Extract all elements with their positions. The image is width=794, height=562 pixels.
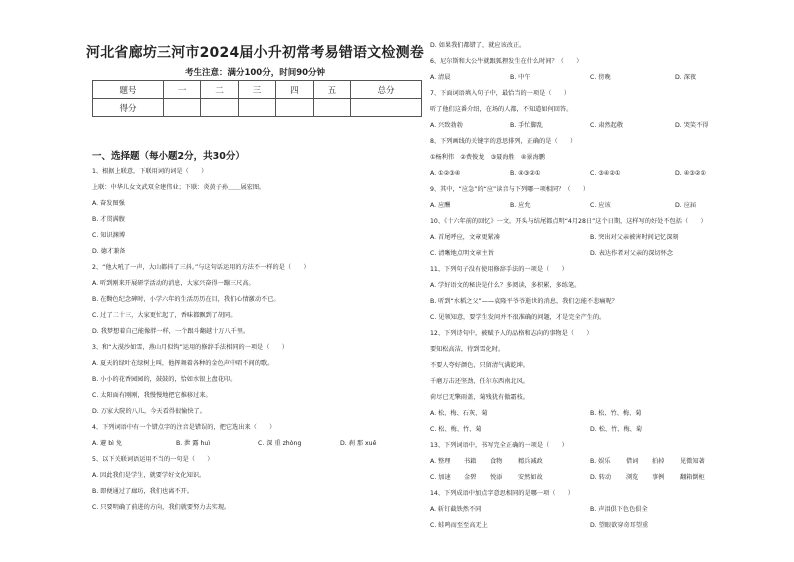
poem-line: 千磨万击还坚劲，任尔东西南北风。 xyxy=(430,378,529,385)
score-input-cell[interactable] xyxy=(313,99,350,117)
page-title: 河北省廊坊三河市2024届小升初常考易错语文检测卷 xyxy=(86,45,424,61)
option-word: 事例 xyxy=(652,474,665,481)
poem-line: 不要人夸好颜色，只留清气满乾坤。 xyxy=(430,362,529,369)
option-word: B. 娱乐 xyxy=(590,458,611,465)
score-input-cell[interactable] xyxy=(201,99,238,117)
option-line: A. 避 bì 免 xyxy=(92,440,123,447)
question-line: 2、“他大吼了一声，大山都抖了三抖。”与这句话运用的方法不一样的是（ ） xyxy=(92,264,310,271)
table-cell: 一 xyxy=(163,81,200,99)
table-cell: 五 xyxy=(313,81,350,99)
option-line: D. 刹 那 xuě xyxy=(340,440,377,447)
option-line: A. ①②③④ xyxy=(430,170,461,177)
option-line: C. 蛙鸣而至至高无上 xyxy=(430,522,488,529)
option-word: 浏览 xyxy=(626,474,639,481)
table-cell: 得分 xyxy=(93,99,164,117)
option-line: D. ④③②① xyxy=(675,170,706,177)
question-line: 13、下列词语中，书写完全正确的一项是（ ） xyxy=(430,442,568,449)
option-line: C. 深 重 zhòng xyxy=(258,440,302,447)
option-line: B. 松、竹、梅、菊 xyxy=(590,410,642,417)
option-line: B. 中午 xyxy=(510,74,531,81)
option-line: A. 学好语文的秘诀是什么？多阅读，多积累，多练笔。 xyxy=(430,282,581,289)
option-line: B. 才贯满腹 xyxy=(92,216,125,223)
option-line: C. 应该 xyxy=(590,202,611,209)
option-line: D. 应届 xyxy=(675,202,697,209)
option-word: 悦添 xyxy=(490,474,503,481)
option-word: C. 加速 xyxy=(430,474,451,481)
table-cell: 四 xyxy=(276,81,313,99)
option-word: 食物 xyxy=(490,458,503,465)
option-line: D. 哭笑不得 xyxy=(675,122,709,129)
section-heading: 一、选择题（每小题2分，共30分） xyxy=(92,151,245,162)
option-line: B. ④③②① xyxy=(510,170,541,177)
option-line: C. 过了二十三，大家更忙起了，香味都飘到了胡同。 xyxy=(92,312,237,319)
option-word: 书籍 xyxy=(464,458,477,465)
question-line: 听了他们这番介绍，在场的人都，不知道如何回答。 xyxy=(430,106,573,113)
option-word: 金碧 xyxy=(464,474,477,481)
option-line: D. 松、竹、梅、菊 xyxy=(590,426,643,433)
question-line: 12、下列诗句中，被赋予人的品格和志向的事物是（ ） xyxy=(430,330,593,337)
option-line: A. 首尾呼应，文章更紧凑 xyxy=(430,234,500,241)
option-line: B. 小小的花香园园的，鼓鼓的，恰如水银上盘花印。 xyxy=(92,376,237,383)
option-line: C. 清晰地点明文章主旨 xyxy=(430,250,494,257)
option-line: C. 只要明确了前进的方向，我们就要努力去实现。 xyxy=(92,504,231,511)
option-line: D. 万家大院的八儿，今天看得很愉快了。 xyxy=(92,408,206,415)
option-line: B. 应允 xyxy=(510,202,531,209)
option-line: B. 听到“水稻之父”——袁隆平爷爷逝世的消息，我们怎能不悲痛呢？ xyxy=(430,298,618,305)
option-line: A. 听到刚来开展研学活动的消息，大家兴奋得一蹦三尺高。 xyxy=(92,280,255,287)
option-word: D. 转动 xyxy=(590,474,612,481)
option-word: 精兵减政 xyxy=(518,458,543,465)
left-column xyxy=(86,0,424,562)
option-word: 见微知著 xyxy=(680,458,705,465)
score-table-header-row xyxy=(93,81,422,99)
option-word: A. 整理 xyxy=(430,458,451,465)
option-line: D. 望眼欲穿奇耳望重 xyxy=(590,522,649,529)
option-line: D. 表达作者对父亲的深切怀念 xyxy=(590,250,673,257)
question-line: 上联：中华儿女文武双全建伟业；下联：炎黄子孙＿＿展宏图。 xyxy=(92,184,266,191)
right-column xyxy=(430,0,750,562)
table-cell: 三 xyxy=(238,81,275,99)
question-line: 9、其中，“应急”的“应”读音与下列哪一项相同？（ ） xyxy=(430,186,590,193)
option-line: B. 声泪俱下色色俱全 xyxy=(590,506,648,513)
option-line: B. 即便通过了廊坊，我们也离不开。 xyxy=(92,488,193,495)
option-line: D. 德才兼备 xyxy=(92,248,126,255)
question-line: 8、下列画线的关键字的意思排列，正确的是（ ） xyxy=(430,138,577,145)
option-line: C. 见领知意，要学生发问并不很准确的问题，才是完全产生的。 xyxy=(430,314,606,321)
question-line: 6、尼尔斯和大公牛就跟狐狸发生在什么时间？（ ） xyxy=(430,58,583,65)
option-line: A. 因此我们是学生，就要学好文化知识。 xyxy=(92,472,206,479)
question-line: 4、下列词语中有一个错点字的注音是错误的，把它选出来（ ） xyxy=(92,424,276,431)
question-line: 5、以下关联词语运用不当的一句是（ ） xyxy=(92,456,214,463)
exam-notice: 考生注意：满分100分，时间90分钟 xyxy=(184,68,326,78)
score-input-cell[interactable] xyxy=(238,99,275,117)
question-line: 11、下列句子没有使用修辞手法的一项是（ ） xyxy=(430,266,568,273)
table-cell: 二 xyxy=(201,81,238,99)
option-line: A. 斩钉截铁然不同 xyxy=(430,506,482,513)
option-line: B. 手忙脚乱 xyxy=(510,122,543,129)
option-line: C. 知识渊博 xyxy=(92,232,126,239)
score-input-cell[interactable] xyxy=(276,99,313,117)
question-line: 3、和“大漠沙如雪，燕山月似钩”运用的修辞手法相同的一项是（ ） xyxy=(92,344,288,351)
poem-line: 荷尽已无擎雨盖，菊残犹有傲霜枝。 xyxy=(430,394,529,401)
option-line: C. 太阳面有刚刚，我慢慢地把它推移过来。 xyxy=(92,392,212,399)
score-table xyxy=(92,80,422,117)
option-line: A. 松、梅、石灰、菊 xyxy=(430,410,488,417)
table-cell: 总分 xyxy=(351,81,422,99)
option-line: B. 突出对父亲被害时间记忆深刻 xyxy=(590,234,679,241)
option-line: A. 奋发图强 xyxy=(92,200,125,207)
question-line: 14、下列成语中加点字意思相同的是哪一项（ ） xyxy=(430,490,574,497)
option-word: 拍掉 xyxy=(652,458,665,465)
table-cell: 题号 xyxy=(93,81,164,99)
option-line: D. 深夜 xyxy=(675,74,697,81)
option-word: 安然如故 xyxy=(518,474,543,481)
option-line: A. 夏天的绿叶在绿树上叫，他挥舞着各种的金色声中唱不间的歌。 xyxy=(92,360,274,367)
option-line: D. 如果我们都错了，就应该改正。 xyxy=(430,42,526,49)
question-line: 10、《十六年前的回忆》一文，开头与结尾都点明“4月28日”这个日期，这样写的好处不包括（ ） xyxy=(430,218,707,225)
option-line: C. 傍晚 xyxy=(590,74,611,81)
question-line: 7、下面词语填入句子中，最恰当的一项是（ ） xyxy=(430,90,571,97)
option-line: C. 肃然起敬 xyxy=(590,122,624,129)
option-line: B. 泄 露 huì xyxy=(176,440,211,447)
score-input-cell[interactable] xyxy=(351,99,422,117)
option-line: A. 清晨 xyxy=(430,74,451,81)
option-line: D. 我梦想着自己能像胖一样，一个跟斗翻越十万八千里。 xyxy=(92,328,250,335)
question-line: ①杨利伟 ②费俊龙 ③聂海胜 ④景海鹏 xyxy=(430,154,545,161)
option-line: A. 应酬 xyxy=(430,202,451,209)
score-input-cell[interactable] xyxy=(163,99,200,117)
option-line: C. ③④②① xyxy=(590,170,621,177)
question-line: 1、根据上联意，下联用词的词是（ ） xyxy=(92,168,208,175)
option-word: 翻箱倒柜 xyxy=(680,474,705,481)
option-line: C. 松、梅、竹、菊 xyxy=(430,426,482,433)
option-word: 借词 xyxy=(626,458,639,465)
option-line: A. 兴致勃勃 xyxy=(430,122,463,129)
score-table-score-row xyxy=(93,99,422,117)
poem-line: 要知松高洁，待到雪化时。 xyxy=(430,346,505,353)
option-line: B. 在黝色纪念碑时，小学六年的生活历历在目，我们心情激动不已。 xyxy=(92,296,280,303)
